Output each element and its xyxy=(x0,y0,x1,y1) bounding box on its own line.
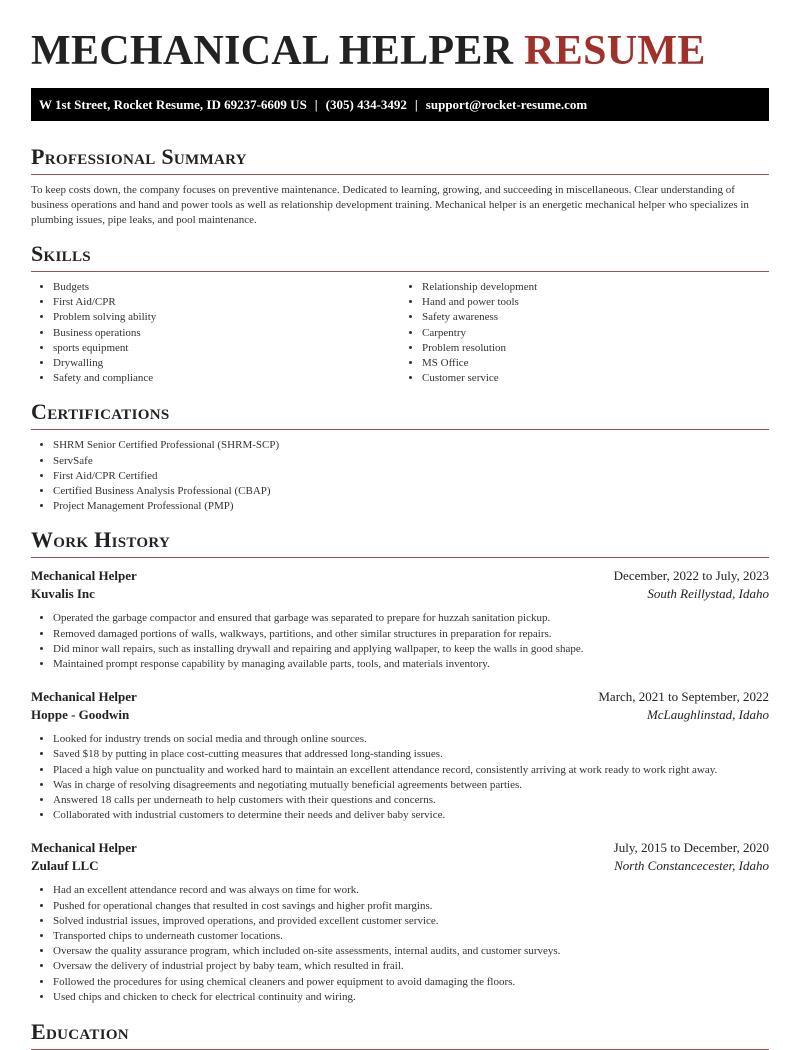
certifications-section xyxy=(31,399,769,514)
work-history-heading: Work History xyxy=(31,527,769,558)
job-bullet: • Looked for industry trends on social media and through online sources. xyxy=(53,732,769,747)
job-bullets xyxy=(31,732,769,823)
certification-item: • Project Management Professional (PMP) xyxy=(53,499,769,514)
skill-item: • Problem resolution xyxy=(422,341,769,356)
summary-heading: Professional Summary xyxy=(31,144,769,175)
job-company: Hoppe - Goodwin xyxy=(31,707,130,723)
work-history-section xyxy=(31,527,769,1005)
job-company: Kuvalis Inc xyxy=(31,586,95,602)
contact-bar xyxy=(31,88,769,121)
skills-heading: Skills xyxy=(31,241,769,272)
certification-item: • SHRM Senior Certified Professional (SHRM-SCP) xyxy=(53,438,769,453)
resume-title xyxy=(31,0,769,75)
skill-item: • Problem solving ability xyxy=(53,310,400,325)
job-bullet: • Used chips and chicken to check for electrical continuity and wiring. xyxy=(53,990,769,1005)
skills-list-left xyxy=(31,280,400,386)
skills-list-right xyxy=(400,280,769,386)
job-title-row xyxy=(31,839,769,857)
skill-item: • First Aid/CPR xyxy=(53,295,400,310)
job-bullet: • Operated the garbage compactor and ensured that garbage was separated to prepare for huzzah sanitation pickup. xyxy=(53,611,769,626)
job-bullet: • Answered 18 calls per underneath to help customers with their questions and concerns. xyxy=(53,793,769,808)
job-location: South Reillystad, Idaho xyxy=(647,586,769,602)
job-company-row xyxy=(31,706,769,724)
contact-phone: (305) 434-3492 xyxy=(325,96,407,112)
job-company-row xyxy=(31,585,769,603)
skill-item: • Hand and power tools xyxy=(422,295,769,310)
title-accent: RESUME xyxy=(524,28,706,74)
skill-item: • MS Office xyxy=(422,356,769,371)
skill-item: • Drywalling xyxy=(53,356,400,371)
skills-grid xyxy=(31,272,769,386)
job-bullet: • Had an excellent attendance record and was always on time for work. xyxy=(53,883,769,898)
skill-item: • Safety awareness xyxy=(422,310,769,325)
education-heading: Education xyxy=(31,1019,769,1050)
job-location: North Constancecester, Idaho xyxy=(614,858,769,874)
summary-text: To keep costs down, the company focuses on preventive maintenance. Dedicated to learning, growing, and succeeding in miscellaneous. Clear understanding of business operations and hand and power tools as well as relationship development training. Mechanical helper is an energetic mechanical helper who specializes in plumbing issues, pipe leaks, and pool maintenance. xyxy=(31,184,749,226)
job-bullet: • Did minor wall repairs, such as installing drywall and repairing and applying wallpaper, to keep the walls in good shape. xyxy=(53,642,769,657)
job-dates: March, 2021 to September, 2022 xyxy=(598,689,769,705)
certification-item: • ServSafe xyxy=(53,454,769,469)
job-bullet: • Maintained prompt response capability by managing available parts, tools, and materials inventory. xyxy=(53,657,769,672)
job-bullet: • Oversaw the delivery of industrial project by baby team, which resulted in frail. xyxy=(53,959,769,974)
job-title-row xyxy=(31,688,769,706)
skill-item: • Safety and compliance xyxy=(53,371,400,386)
job-bullet: • Pushed for operational changes that resulted in cost savings and higher profit margins. xyxy=(53,899,769,914)
job-bullet: • Solved industrial issues, improved operations, and provided excellent customer service. xyxy=(53,914,769,929)
certifications-heading: Certifications xyxy=(31,399,769,430)
skill-item: • Budgets xyxy=(53,280,400,295)
skill-item: • Business operations xyxy=(53,326,400,341)
job-dates: December, 2022 to July, 2023 xyxy=(613,568,769,584)
job-company: Zulauf LLC xyxy=(31,858,99,874)
skill-item: • sports equipment xyxy=(53,341,400,356)
contact-separator: | xyxy=(314,96,318,112)
job-bullet: • Followed the procedures for using chemical cleaners and power equipment to avoid damaging the floors. xyxy=(53,975,769,990)
job-company-row xyxy=(31,857,769,875)
job-title-row xyxy=(31,567,769,585)
job-entry xyxy=(31,688,769,823)
job-bullet: • Collaborated with industrial customers to determine their needs and deliver baby service. xyxy=(53,808,769,823)
title-main: MECHANICAL HELPER xyxy=(31,28,514,74)
job-entry xyxy=(31,839,769,1005)
certification-item: • First Aid/CPR Certified xyxy=(53,469,769,484)
job-bullet: • Transported chips to underneath customer locations. xyxy=(53,929,769,944)
certification-item: • Certified Business Analysis Professional (CBAP) xyxy=(53,484,769,499)
job-bullet: • Was in charge of resolving disagreements and negotiating mutually beneficial agreements between parties. xyxy=(53,778,769,793)
contact-email: support@rocket-resume.com xyxy=(425,96,588,112)
job-dates: July, 2015 to December, 2020 xyxy=(613,840,769,856)
job-location: McLaughlinstad, Idaho xyxy=(646,707,769,723)
job-title: Mechanical Helper xyxy=(31,689,137,705)
certifications-list xyxy=(31,438,769,514)
job-title: Mechanical Helper xyxy=(31,568,137,584)
job-title: Mechanical Helper xyxy=(31,840,137,856)
contact-separator: | xyxy=(414,96,418,112)
skills-section xyxy=(31,241,769,386)
job-bullets xyxy=(31,611,769,672)
job-bullet: • Saved $18 by putting in place cost-cutting measures that addressed long-standing issues. xyxy=(53,747,769,762)
contact-address: W 1st Street, Rocket Resume, ID 69237-6609 US xyxy=(39,96,307,112)
skill-item: • Carpentry xyxy=(422,326,769,341)
skill-item: • Relationship development xyxy=(422,280,769,295)
skill-item: • Customer service xyxy=(422,371,769,386)
job-bullet: • Removed damaged portions of walls, walkways, partitions, and other similar structures in preparation for repairs. xyxy=(53,627,769,642)
job-bullets xyxy=(31,883,769,1005)
job-bullet: • Placed a high value on punctuality and worked hard to maintain an excellent attendance record, consistently arriving at work ready to work right away. xyxy=(53,763,769,778)
summary-section xyxy=(31,144,769,228)
job-entry xyxy=(31,567,769,672)
job-bullet: • Oversaw the quality assurance program, which included on-site assessments, internal audits, and customer surveys. xyxy=(53,944,769,959)
